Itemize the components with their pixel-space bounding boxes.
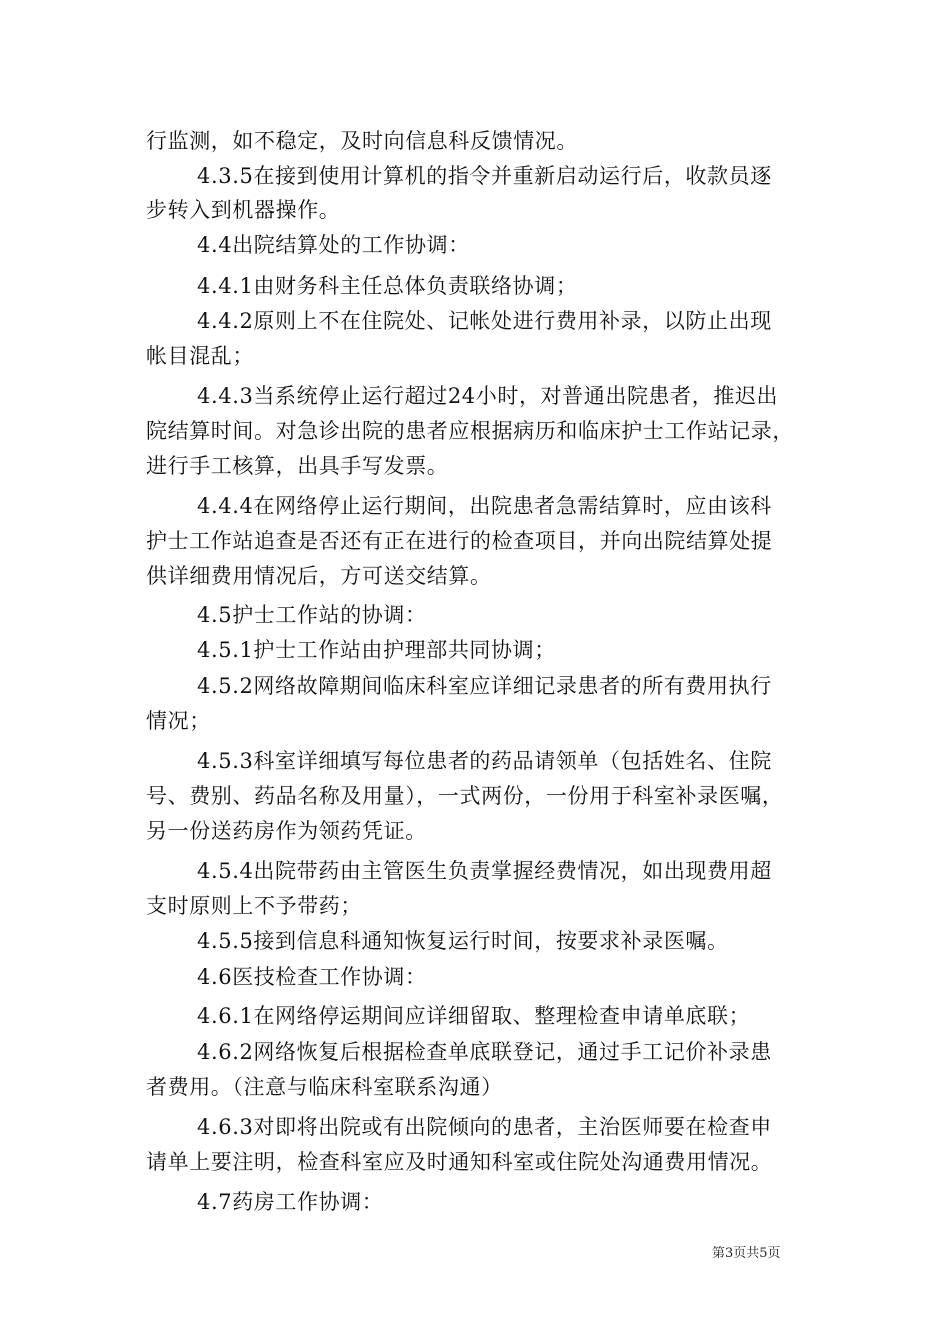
body-text-line: 护士工作站追查是否还有正在进行的检查项目，并向出院结算处提	[146, 529, 773, 553]
body-text-line: 4.4.4在网络停止运行期间，出院患者急需结算时，应由该科	[197, 494, 772, 518]
body-text-line: 4.5.1护士工作站由护理部共同协调；	[197, 638, 556, 662]
body-text-line: 者费用。（注意与临床科室联系沟通）	[146, 1075, 503, 1099]
body-text-line: 4.4.3当系统停止运行超过24小时，对普通出院患者，推迟出	[197, 384, 779, 408]
body-text-line: 4.6.2网络恢复后根据检查单底联登记，通过手工记价补录患	[197, 1040, 772, 1064]
section-heading: 4.5护士工作站的协调：	[197, 603, 427, 627]
body-text-line: 4.4.2原则上不在住院处、记帐处进行费用补录，以防止出现	[197, 309, 772, 333]
body-text-line: 步转入到机器操作。	[146, 198, 341, 222]
body-text-line: 4.6.1在网络停运期间应详细留取、整理检查申请单底联；	[197, 1004, 751, 1028]
body-text-line: 进行手工核算，出具手写发票。	[146, 454, 449, 478]
body-text-line: 帐目混乱；	[146, 344, 254, 368]
section-heading: 4.4出院结算处的工作协调：	[197, 233, 470, 257]
section-heading: 4.6医技检查工作协调：	[197, 965, 427, 989]
body-text-line: 号、费别、药品名称及用量），一式两份，一份用于科室补录医嘱，	[146, 784, 784, 808]
body-text-line: 情况；	[146, 709, 211, 733]
body-text-line: 供详细费用情况后，方可送交结算。	[146, 564, 492, 588]
body-text-line: 4.4.1由财务科主任总体负责联络协调；	[197, 274, 578, 298]
body-text-line: 另一份送药房作为领药凭证。	[146, 819, 427, 843]
page-number-footer: 第3页共5页	[712, 1246, 781, 1261]
body-text-line: 4.3.5在接到使用计算机的指令并重新启动运行后，收款员逐	[197, 164, 772, 188]
body-text-line: 行监测，如不稳定，及时向信息科反馈情况。	[146, 129, 578, 153]
body-text-line: 4.5.5接到信息科通知恢复运行时间，按要求补录医嘱。	[197, 929, 729, 953]
body-text-line: 支时原则上不予带药；	[146, 894, 362, 918]
body-text-line: 4.5.4出院带药由主管医生负责掌握经费情况，如出现费用超	[197, 859, 772, 883]
body-text-line: 4.6.3对即将出院或有出院倾向的患者，主治医师要在检查申	[197, 1115, 772, 1139]
body-text-line: 4.5.3科室详细填写每位患者的药品请领单（包括姓名、住院	[197, 749, 772, 773]
body-text-line: 请单上要注明，检查科室应及时通知科室或住院处沟通费用情况。	[146, 1150, 773, 1174]
body-text-line: 4.5.2网络故障期间临床科室应详细记录患者的所有费用执行	[197, 674, 772, 698]
section-heading: 4.7药房工作协调：	[197, 1190, 384, 1214]
body-text-line: 院结算时间。对急诊出院的患者应根据病历和临床护士工作站记录，	[146, 419, 794, 443]
